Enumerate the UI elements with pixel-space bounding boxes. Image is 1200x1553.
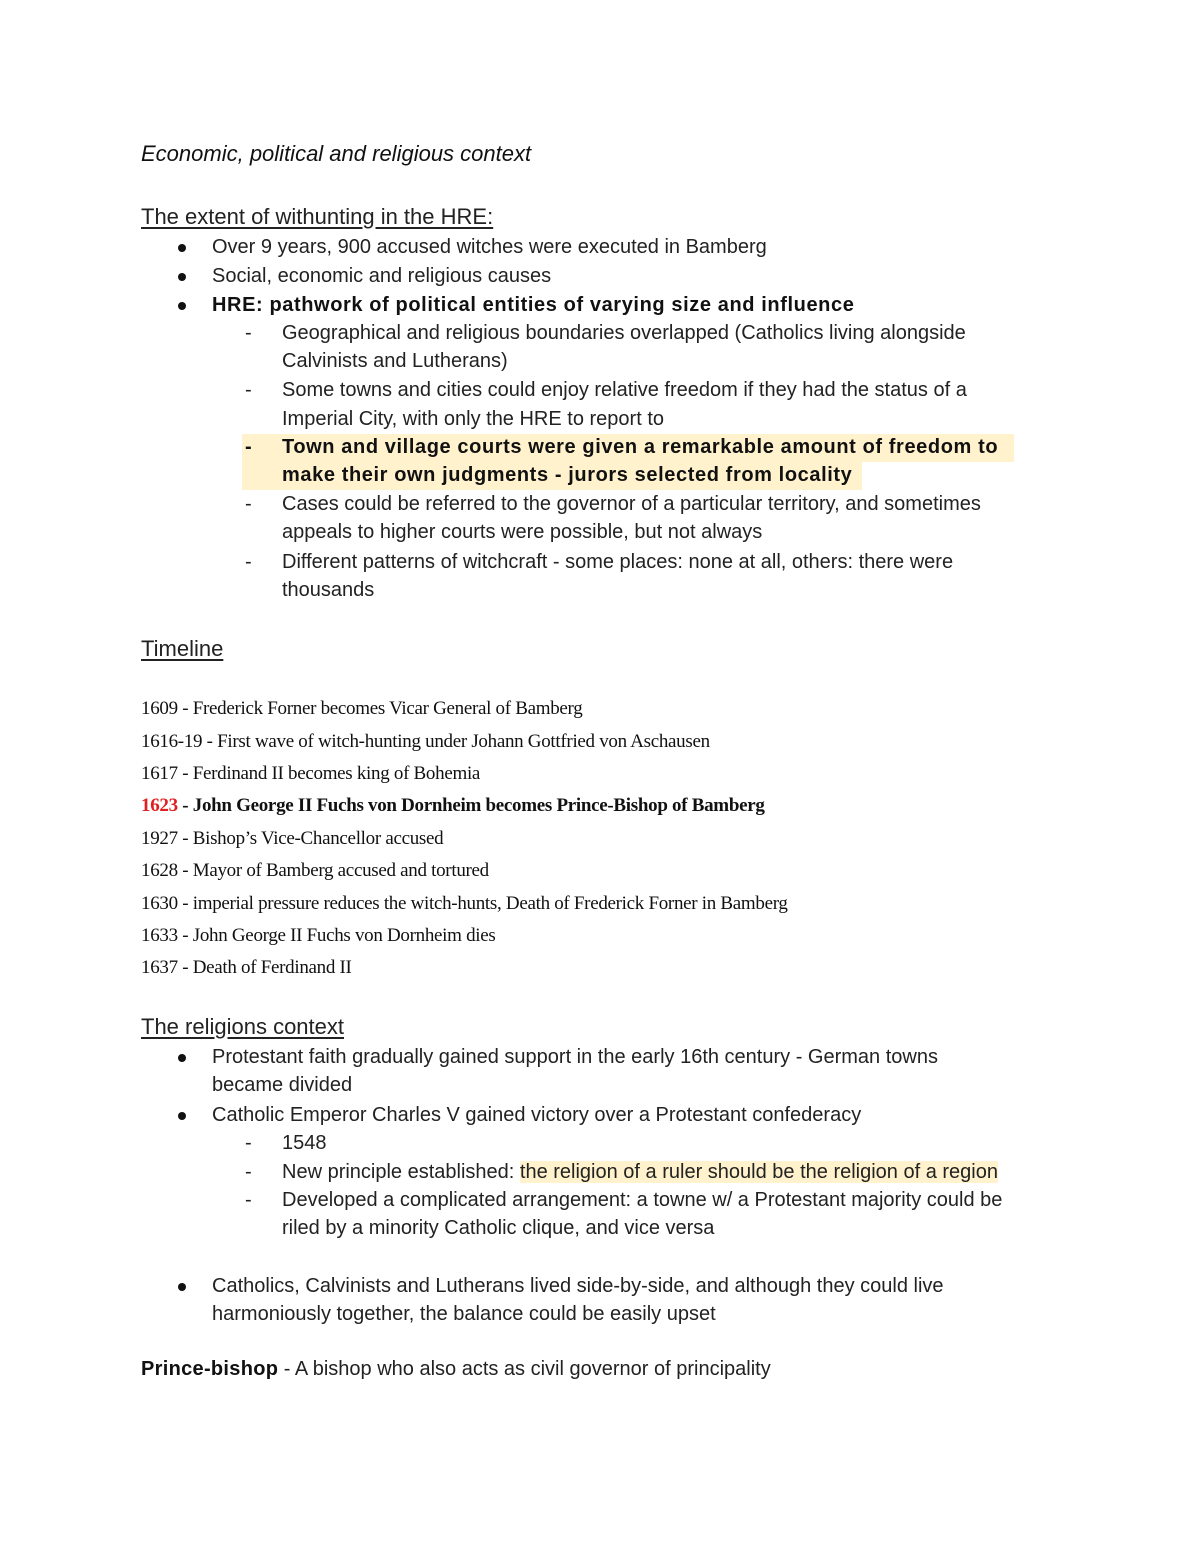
bullet-icon xyxy=(178,244,186,252)
sub-item-line: Some towns and cities could enjoy relative freedom if they had the status of a xyxy=(282,379,967,401)
document-title: Economic, political and religious context xyxy=(141,141,532,166)
timeline-year: 1616-19 xyxy=(141,731,203,752)
sub-item-line: Calvinists and Lutherans) xyxy=(282,350,508,372)
timeline-entry xyxy=(141,731,710,753)
timeline-year-key: 1623 xyxy=(141,795,178,816)
timeline-text: - Bishop’s Vice-Chancellor accused xyxy=(177,828,444,849)
bullet-icon xyxy=(178,273,186,281)
list-item: Catholic Emperor Charles V gained victory over a Protestant confederacy xyxy=(212,1104,862,1126)
sub-item-line: appeals to higher courts were possible, but not always xyxy=(282,521,763,543)
dash-icon: - xyxy=(245,1189,252,1211)
timeline-entry xyxy=(141,860,489,882)
bullet-icon xyxy=(178,302,186,310)
timeline-year: 1633 xyxy=(141,925,178,946)
sub-item-line: Imperial City, with only the HRE to report to xyxy=(282,408,664,430)
dash-icon: - xyxy=(245,1161,252,1183)
dash-icon: - xyxy=(245,493,252,515)
sub-item-line: Cases could be referred to the governor of a particular territory, and sometimes xyxy=(282,493,981,515)
timeline-entry-key xyxy=(141,795,765,817)
timeline-text: - John George II Fuchs von Dornheim dies xyxy=(177,925,496,946)
timeline-entry xyxy=(141,957,352,979)
sub-item-line: Geographical and religious boundaries overlapped (Catholics living alongside xyxy=(282,322,966,344)
bullet-icon xyxy=(178,1112,186,1120)
timeline-text: - Death of Ferdinand II xyxy=(177,957,352,978)
definition-term: Prince-bishop xyxy=(141,1358,279,1380)
dash-icon: - xyxy=(245,1132,252,1154)
section-heading-timeline: Timeline xyxy=(141,636,224,661)
timeline-entry xyxy=(141,763,480,785)
list-item: became divided xyxy=(212,1074,353,1096)
sub-item-line: 1548 xyxy=(282,1132,327,1154)
sub-item-line: Different patterns of witchcraft - some places: none at all, others: there were xyxy=(282,551,954,573)
timeline-text: - Ferdinand II becomes king of Bohemia xyxy=(177,763,481,784)
dash-icon: - xyxy=(245,436,253,458)
sub-item-line xyxy=(282,1158,998,1187)
timeline-year: 1609 xyxy=(141,698,178,719)
sub-item-line: thousands xyxy=(282,579,375,601)
timeline-text: - imperial pressure reduces the witch-hunts, Death of Frederick Forner in Bamberg xyxy=(177,893,788,914)
timeline-entry xyxy=(141,828,443,850)
timeline-year: 1637 xyxy=(141,957,178,978)
timeline-year: 1628 xyxy=(141,860,178,881)
sub-item-prefix: New principle established: xyxy=(282,1161,520,1183)
list-item: Over 9 years, 900 accused witches were executed in Bamberg xyxy=(212,236,767,258)
dash-icon: - xyxy=(245,379,252,401)
timeline-year: 1927 xyxy=(141,828,178,849)
sub-item-line: riled by a minority Catholic clique, and vice versa xyxy=(282,1217,715,1239)
list-item: Catholics, Calvinists and Lutherans lived side-by-side, and although they could live xyxy=(212,1275,944,1297)
section-heading-religions: The religions context xyxy=(141,1014,344,1039)
sub-item-line-highlighted: Town and village courts were given a remarkable amount of freedom to xyxy=(282,436,999,458)
section-heading-extent: The extent of withunting in the HRE: xyxy=(141,204,494,229)
dash-icon: - xyxy=(245,322,252,344)
timeline-text: - Frederick Forner becomes Vicar General of Bamberg xyxy=(177,698,583,719)
bullet-icon xyxy=(178,1283,186,1291)
timeline-entry xyxy=(141,893,788,915)
list-item: harmoniously together, the balance could be easily upset xyxy=(212,1303,716,1325)
sub-item-line-highlighted: make their own judgments - jurors selected from locality xyxy=(282,464,853,486)
timeline-entry xyxy=(141,925,496,947)
timeline-text: - Mayor of Bamberg accused and tortured xyxy=(177,860,489,881)
timeline-text: - First wave of witch-hunting under Johann Gottfried von Aschausen xyxy=(202,731,710,752)
bullet-icon xyxy=(178,1054,186,1062)
definition xyxy=(141,1358,771,1381)
list-item-bold: HRE: pathwork of political entities of varying size and influence xyxy=(212,294,855,316)
highlighted-principle: the religion of a ruler should be the religion of a region xyxy=(519,1161,998,1183)
list-item: Social, economic and religious causes xyxy=(212,265,552,287)
dash-icon: - xyxy=(245,551,252,573)
timeline-year: 1617 xyxy=(141,763,178,784)
timeline-text: - John George II Fuchs von Dornheim becomes Prince-Bishop of Bamberg xyxy=(177,795,765,816)
definition-text: - A bishop who also acts as civil governor of principality xyxy=(278,1358,771,1380)
sub-item-line: Developed a complicated arrangement: a towne w/ a Protestant majority could be xyxy=(282,1189,1003,1211)
timeline-entry xyxy=(141,698,582,720)
list-item: Protestant faith gradually gained support in the early 16th century - German towns xyxy=(212,1046,938,1068)
timeline-year: 1630 xyxy=(141,893,178,914)
